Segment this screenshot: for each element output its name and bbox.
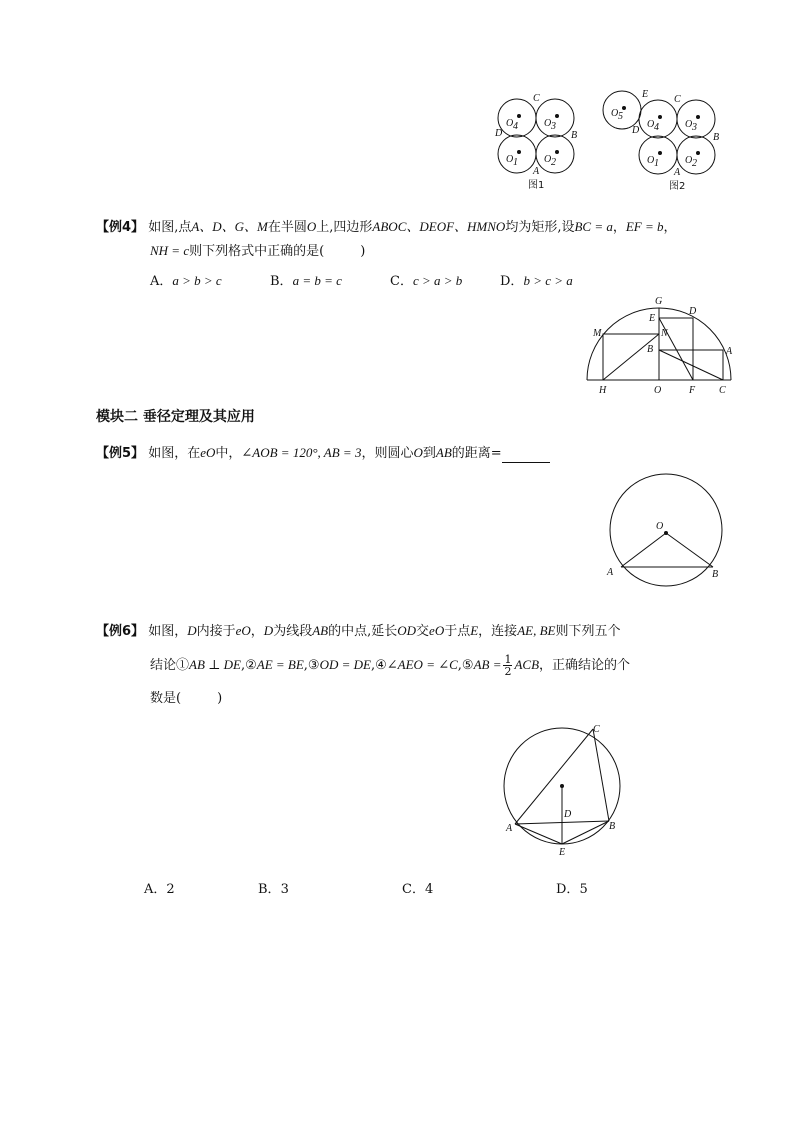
label-b: B [712,569,719,580]
label-d: D [495,128,503,139]
example-6-option-b[interactable]: B．3 [258,882,289,897]
four-circles-figure [495,88,585,196]
answer-blank[interactable] [502,449,550,463]
label-e: E [649,313,656,324]
label-n: N [661,328,668,339]
svg-text:2: 2 [692,158,697,169]
label-d: D [564,809,572,820]
fig1-caption: 图1 [528,180,545,191]
example-6-option-d[interactable]: D．5 [556,882,588,897]
example-6-option-c[interactable]: C．4 [402,882,434,897]
example-4-option-d[interactable]: D．b > c > a [500,273,573,289]
label-e: E [642,89,649,100]
label-o: O [656,521,664,532]
label-b: B [609,821,616,832]
inscribed-triangle-figure [500,718,630,860]
label-o: O [654,385,662,396]
example-4-option-a[interactable]: A．a > b > c [150,273,222,289]
svg-text:2: 2 [551,157,556,168]
svg-text:1: 1 [513,157,518,168]
label-f: F [689,385,696,396]
label-m: M [593,328,602,339]
label-c: C [533,93,540,104]
svg-text:3: 3 [551,121,556,132]
svg-text:O: O [685,119,693,130]
label-b: B [647,344,654,355]
svg-text:O: O [506,118,514,129]
example-6-question-line3: 数是( ) [150,691,223,706]
svg-text:5: 5 [618,111,623,122]
svg-text:O: O [506,154,514,165]
svg-text:1: 1 [654,158,659,169]
example-4-question: 【例4】 如图,点A、D、G、M在半圆O上,四边形ABOC、DEOF、HMNO均为矩形,设BC = a，EF = b， [96,219,677,235]
svg-text:O: O [685,155,693,166]
label-d: D [632,125,640,136]
label-b: B [571,130,578,141]
svg-text:4: 4 [654,122,659,133]
circle-chord-figure [605,474,730,589]
label-a: A [674,167,681,178]
example-6-conclusions: 结论①AB ⊥ DE,②AE = BE,③OD = DE,④∠AEO = ∠C,⑤AB = $\frac{1}{2}$ ACB，正确结论的个 [150,653,631,678]
svg-text:4: 4 [513,121,518,132]
five-circles-figure [600,85,725,197]
example-6-option-a[interactable]: A．2 [144,882,175,897]
example-4-option-c[interactable]: C．c > a > b [390,273,463,289]
label-g: G [655,296,663,307]
svg-text:O: O [611,108,619,119]
label-e: E [559,847,566,858]
fig2-caption: 图2 [669,181,686,192]
label-c: C [674,94,681,105]
module-2-title: 模块二 垂径定理及其应用 [96,409,255,425]
label-c: C [593,724,600,735]
svg-text:O: O [647,119,655,130]
label-a: A [607,567,614,578]
example-5-question: 【例5】 如图，在eO中，∠AOB = 120°, AB = 3，则圆心O到AB的距离= [96,444,550,463]
label-d: D [689,306,697,317]
label-h: H [599,385,607,396]
label-a: A [506,823,513,834]
label-a: A [533,166,540,177]
fraction-one-half: $\frac{1}{2}$ [504,653,512,678]
svg-text:O: O [647,155,655,166]
example-4-question-line2: NH = c则下列格式中正确的是( ) [150,243,366,259]
example-4-option-b[interactable]: B．a = b = c [270,273,342,289]
svg-text:3: 3 [692,122,697,133]
label-b: B [713,132,720,143]
example-5-label: 【例5】 [96,446,145,461]
circle-o5 [603,91,641,129]
example-6-question: 【例6】 如图，D内接于eO，D为线段AB的中点,延长OD交eO于点E，连接AE, BE则下列五个 [96,623,621,639]
example-6-label: 【例6】 [96,624,145,639]
svg-text:O: O [544,154,552,165]
svg-text:O: O [544,118,552,129]
label-a: A [726,346,733,357]
semicircle-rectangles-figure [585,294,735,398]
label-c: C [719,385,726,396]
example-4-label: 【例4】 [96,220,145,235]
